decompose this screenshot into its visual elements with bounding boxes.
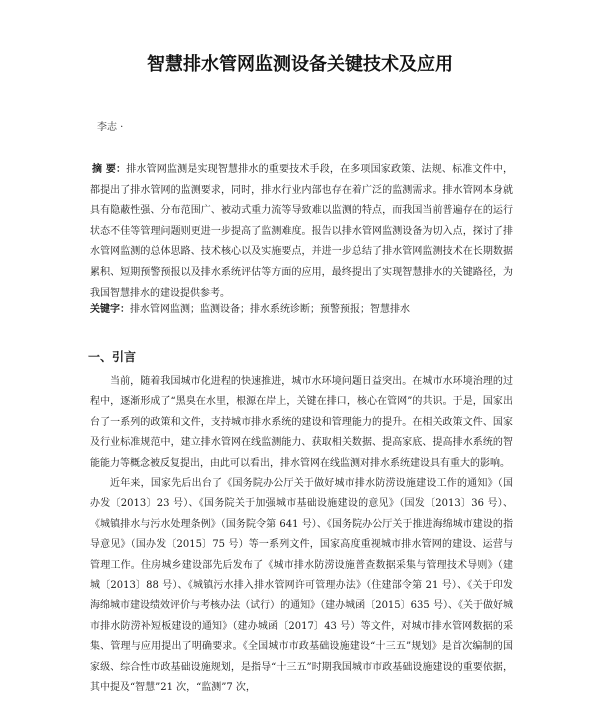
paper-title: 智慧排水管网监测设备关键技术及应用 — [147, 54, 453, 75]
abstract-block — [90, 160, 513, 304]
keywords-text: 排水管网监测；监测设备；排水系统诊断；预警预报；智慧排水 — [130, 304, 410, 315]
keywords-label: 关键字： — [90, 304, 130, 315]
abstract-label: 摘 要： — [92, 164, 127, 175]
body-paragraph: 近年来，国家先后出台了《国务院办公厅关于做好城市排水防涝设施建设工作的通知》（国办发〔2013〕23 号）、《国务院关于加强城市基础设施建设的意见》（国发〔2013〕36 号）、《城镇排水与污水处理条例》（国务院令第 641 号）、《国务院办公厅关于推进海绵城市建设的指导意见》（国办发〔2015〕75 号）等一系列文件，国家高度重视城市排水管网的建设、运营与管理工作。住房城乡建设部先后发布了《城市排水防涝设施普查数据采集与管理技术导则》（建城〔2013〕88 号）、《城镇污水排入排水管网许可管理办法》（住建部令第 21 号）、《关于印发海绵城市建设绩效评价与考核办法（试行）的通知》（建办城函〔2015〕635 号）、《关于做好城市排水防涝补短板建设的通知》（建办城函〔2017〕43 号）等文件，对城市排水管网数据的采集、管理与应用提出了明确要求。《全国城市市政基础设施建设“十三五”规划》是首次编制的国家级、综合性市政基础设施规划，是指导“十三五”时期我国城市市政基础设施建设的重要依据，其中提及“智慧”21 次，“监测”7 次， — [90, 478, 513, 694]
abstract-text: 排水管网监测是实现智慧排水的重要技术手段，在多项国家政策、法规、标准文件中，都提出了排水管网的监测要求，同时，排水行业内部也存在着广泛的监测需求。排水管网本身就具有隐蔽性强、分布范围广、被动式重力流等导致难以监测的特点，而我国当前普遍存在的运行状态不佳等管理问题则更进一步提高了监测难度。报告以排水管网监测设备为切入点，探讨了排水管网监测的总体思路、技术核心以及实施要点，并进一步总结了排水管网监测技术在长期数据累积、短期预警预报以及排水系统评估等方面的应用，最终提出了实现智慧排水的关键路径，为我国智慧排水的建设提供参考。 — [90, 164, 514, 299]
body-paragraph: 当前，随着我国城市化进程的快速推进，城市水环境问题日益突出。在城市水环境治理的过程中，逐渐形成了“黑臭在水里，根源在岸上，关键在排口，核心在管网”的共识。于是，国家出台了一系列的政策和文件，支持城市排水系统的建设和管理能力的提升。在相关政策文件、国家及行业标准规范中，建立排水管网在线监测能力、获取相关数据、提高家底、提高排水系统的智能能力等概念被反复提出，由此可以看出，排水管网在线监测对排水系统建设具有重大的影响。 — [90, 376, 513, 469]
section-heading: 一、引言 — [88, 350, 137, 364]
section-body — [90, 372, 513, 699]
keywords-block — [90, 300, 513, 320]
author-name: 李志 · — [97, 122, 124, 133]
